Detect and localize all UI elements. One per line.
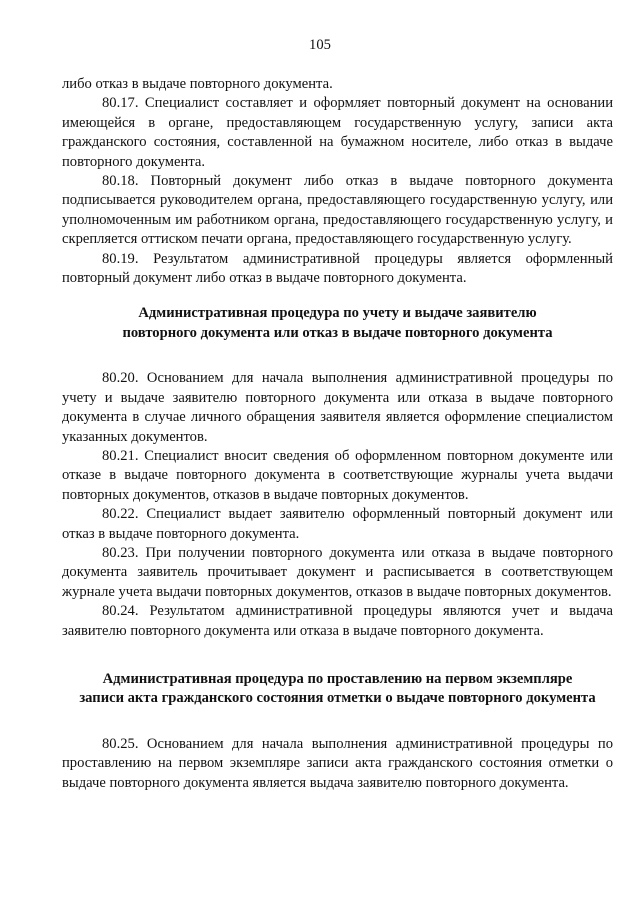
paragraph-80-17: 80.17. Специалист составляет и оформляет повторный документ на основании имеющейся в органе, предоставляющем государственную услугу, записи акта гражданского состояния, составленной на бумажном носителе, либо отказ в выдаче повторного документа. <box>62 95 613 170</box>
paragraph-80-24: 80.24. Результатом административной процедуры являются учет и выдача заявителю повторного документа или отказа в выдаче повторного документа. <box>62 603 613 639</box>
paragraph-80-22: 80.22. Специалист выдает заявителю оформленный повторный документ или отказ в выдаче повторного документа. <box>62 506 613 542</box>
section-heading-1-line-1: Административная процедура по учету и выдаче заявителю <box>138 305 537 322</box>
paragraph-continuation: либо отказ в выдаче повторного документа. <box>62 76 333 92</box>
page-number: 105 <box>309 37 331 53</box>
paragraph-80-23: 80.23. При получении повторного документа или отказа в выдаче повторного документа заявитель прочитывает документ и расписывается в соответствующем журнале учета выдачи повторных документов, отказов в выдаче повторных документов. <box>62 544 613 600</box>
paragraph-80-21: 80.21. Специалист вносит сведения об оформленном повторном документе или отказе в выдаче повторного документа в соответствующие журналы учета выдачи повторных документов, отказов в выдаче повторных документов. <box>62 447 613 503</box>
section-heading-2-line-1: Административная процедура по проставлению на первом экземпляре <box>102 670 573 687</box>
document-body <box>62 75 613 793</box>
paragraph-80-20: 80.20. Основанием для начала выполнения административной процедуры по учету и выдаче заявителю повторного документа или отказа в выдаче повторного документа в случае личного обращения заявителя является оформление специалистом указанных документов. <box>62 370 613 445</box>
section-heading-2-line-2: записи акта гражданского состояния отметки о выдаче повторного документа <box>79 690 596 707</box>
section-heading-1-line-2: повторного документа или отказ в выдаче повторного документа <box>122 324 553 341</box>
paragraph-80-18: 80.18. Повторный документ либо отказ в выдаче повторного документа подписывается руководителем органа, предоставляющего государственную услугу, или уполномоченным им работником органа, предоставляющего государственную услугу, и скрепляется оттиском печати органа, предоставляющего государственную услугу. <box>62 173 613 248</box>
paragraph-80-19: 80.19. Результатом административной процедуры является оформленный повторный документ либо отказ в выдаче повторного документа. <box>62 250 613 287</box>
paragraph-80-25: 80.25. Основанием для начала выполнения административной процедуры по проставлению на первом экземпляре записи акта гражданского состояния отметки о выдаче повторного документа является выдача заявителю повторного документа. <box>62 735 613 791</box>
